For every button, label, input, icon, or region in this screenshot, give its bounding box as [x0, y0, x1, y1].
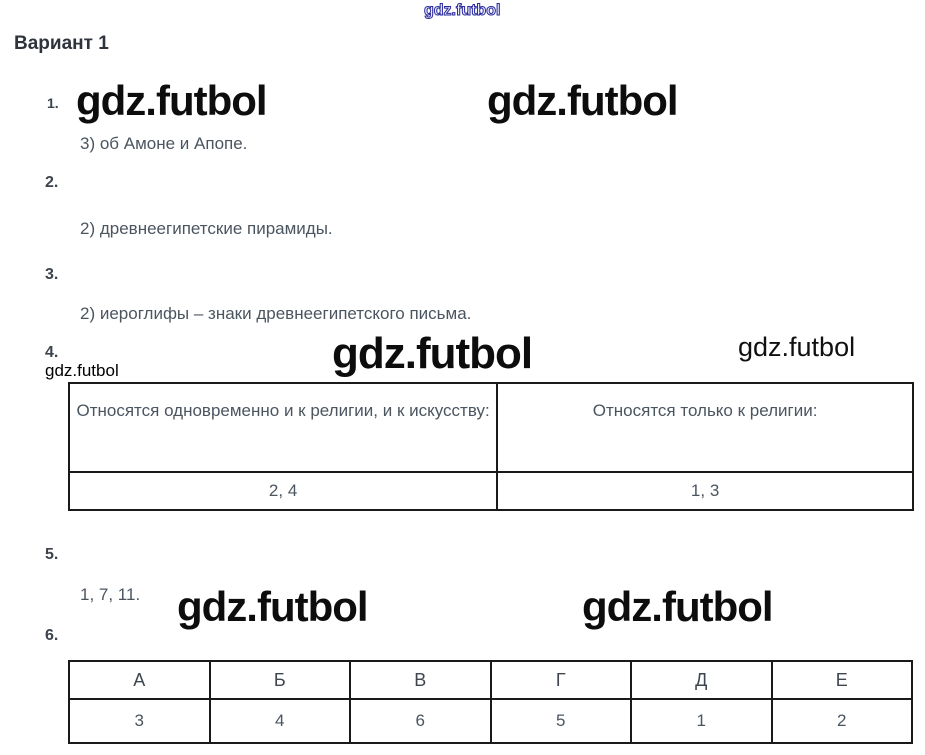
item-5-answer: 1, 7, 11.: [80, 585, 141, 604]
table-row: [69, 661, 912, 699]
matching-value-d: 1: [631, 699, 772, 743]
matching-header-d: Д: [631, 661, 772, 699]
item-2-number: 2.: [45, 174, 59, 191]
matching-header-e: Е: [772, 661, 913, 699]
matching-header-v: В: [350, 661, 491, 699]
matching-value-b: 4: [210, 699, 351, 743]
item-2-answer: 2) древнеегипетские пирамиды.: [80, 219, 333, 238]
table-row: [69, 472, 913, 510]
table-row: [69, 699, 912, 743]
page-title: Вариант 1: [14, 33, 109, 54]
religion-art-value-religion-only: 1, 3: [497, 472, 913, 510]
watermark-item5-right: gdz.futbol: [582, 583, 773, 630]
item-1-answer: 3) об Амоне и Апопе.: [80, 134, 248, 153]
watermark-item1-right: gdz.futbol: [487, 77, 678, 124]
item-5-number: 5.: [45, 546, 59, 563]
watermark-item1-left: gdz.futbol: [76, 77, 267, 124]
matching-header-g: Г: [491, 661, 632, 699]
item-4-number: 4.: [45, 344, 59, 361]
watermark-item4-center: gdz.futbol: [332, 329, 533, 378]
item-1-number: 1.: [47, 95, 59, 111]
matching-header-b: Б: [210, 661, 351, 699]
religion-art-value-both: 2, 4: [69, 472, 497, 510]
matching-value-v: 6: [350, 699, 491, 743]
religion-art-header-both: Относятся одновременно и к религии, и к искусству:: [69, 383, 497, 472]
watermark-item4-small: gdz.futbol: [45, 361, 119, 380]
matching-table: [68, 660, 913, 744]
matching-value-a: 3: [69, 699, 210, 743]
item-3-answer: 2) иероглифы – знаки древнеегипетского письма.: [80, 304, 472, 323]
watermark-top: gdz.futbol: [424, 2, 501, 19]
religion-art-header-religion-only: Относятся только к религии:: [497, 383, 913, 472]
religion-art-table: [68, 382, 914, 511]
item-6-number: 6.: [45, 627, 59, 644]
matching-header-a: А: [69, 661, 210, 699]
watermark-item4-right: gdz.futbol: [738, 332, 856, 362]
table-row: [69, 383, 913, 472]
item-3-number: 3.: [45, 266, 59, 283]
matching-value-e: 2: [772, 699, 913, 743]
watermark-item5-left: gdz.futbol: [177, 583, 368, 630]
matching-value-g: 5: [491, 699, 632, 743]
